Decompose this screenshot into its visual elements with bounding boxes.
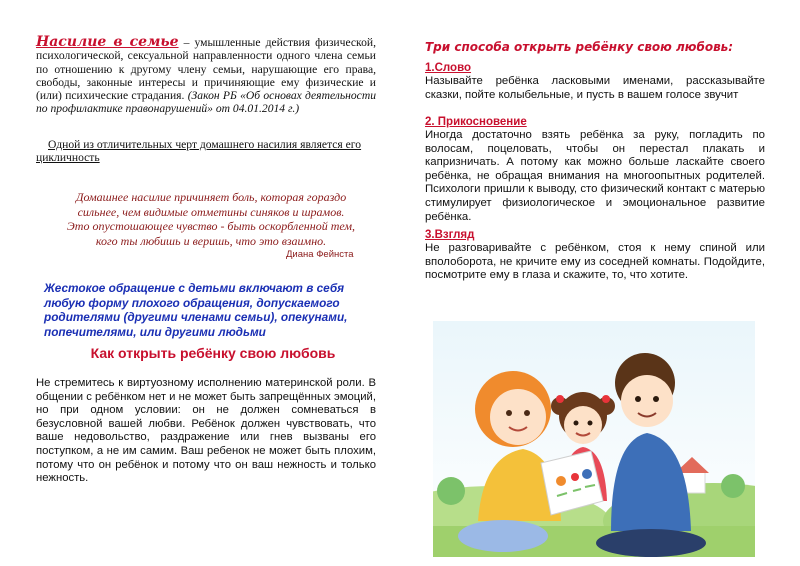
quote-line: Это опустошающее чувство - быть оскорбленной тем, xyxy=(66,219,356,233)
cyclicity-note: Одной из отличительных черт домашнего насилия является его цикличность xyxy=(36,138,362,165)
law-reference: (Закон РБ «Об основах деятельности по профилактике правонарушений» от 04.01.2014 г.) xyxy=(36,89,377,116)
quote-line: сильнее, чем видимые отметины синяков и шрамов. xyxy=(77,204,345,219)
family-illustration-icon xyxy=(433,321,755,557)
definition-paragraph xyxy=(36,36,376,116)
way-look-text: Не разговаривайте с ребёнком, стоя к нему спиной или вполоборота, не кричите ему из соседней комнаты. Подойдите, посмотрите ему в глаза и скажите, то, что хотите. xyxy=(425,242,765,282)
three-ways-title: Три способа открыть ребёнку свою любовь: xyxy=(425,40,734,54)
way-word-text: Называйте ребёнка ласковыми именами, рассказывайте сказки, пойте колыбельные, и пусть в вашем голосе звучит xyxy=(425,75,765,101)
quote-line: кого ты любишь и веришь, что это взаимно. xyxy=(95,233,327,248)
quote-author: Диана Фейнста xyxy=(286,249,354,260)
section-body: Не стремитесь к виртуозному исполнению материнской роли. В общении с ребёнком нет и не может быть запрещённых эмоций, но при одном условии: он не должен сомневаться в безусловной вашей любви. Ребёнок должен чувствовать, что ваше недовольство, раздражение или гнев вызваны его поступком, а не им самим. Ваш ребенок не может быть плохим, потому что он ребёнок и потому что он ваш нежность и только нежность. xyxy=(36,377,376,485)
way-touch-title: 2. Прикосновение xyxy=(425,116,527,128)
definition-term: Насилие в семье xyxy=(36,34,179,50)
child-abuse-definition: Жестокое обращение с детьми включают в себя любую форму плохого обращения, допускаемого родителями (другими членами семьи), опекунами, попечителями, или другими людьми xyxy=(44,281,348,339)
way-word-title: 1.Слово xyxy=(425,62,472,74)
violence-quote xyxy=(46,190,376,248)
way-look-title: 3.Взгляд xyxy=(425,229,475,241)
definition-text: – умышленные действия физической, психологической, сексуальной направленности одного члена семьи по отношению к другому члену семьи, нарушающие его права, свободы, законные интересы и причиняющие ему физические и (или) психические страдания. xyxy=(36,36,376,103)
section-heading: Как открыть ребёнку свою любовь xyxy=(90,345,336,361)
quote-line: Домашнее насилие причиняет боль, которая гораздо xyxy=(75,190,347,204)
way-touch-text: Иногда достаточно взять ребёнка за руку, погладить по волосам, поцеловать, чтобы он перестал плакать и капризничать. А потому как можно больше ласкайте своего ребёнка, не обращая внимания на многоопытных родителей. Психологи пришли к выводу, сто физический контакт с матерью стимулирует физиологическое и эмоциональное развитие ребёнка. xyxy=(425,129,765,223)
